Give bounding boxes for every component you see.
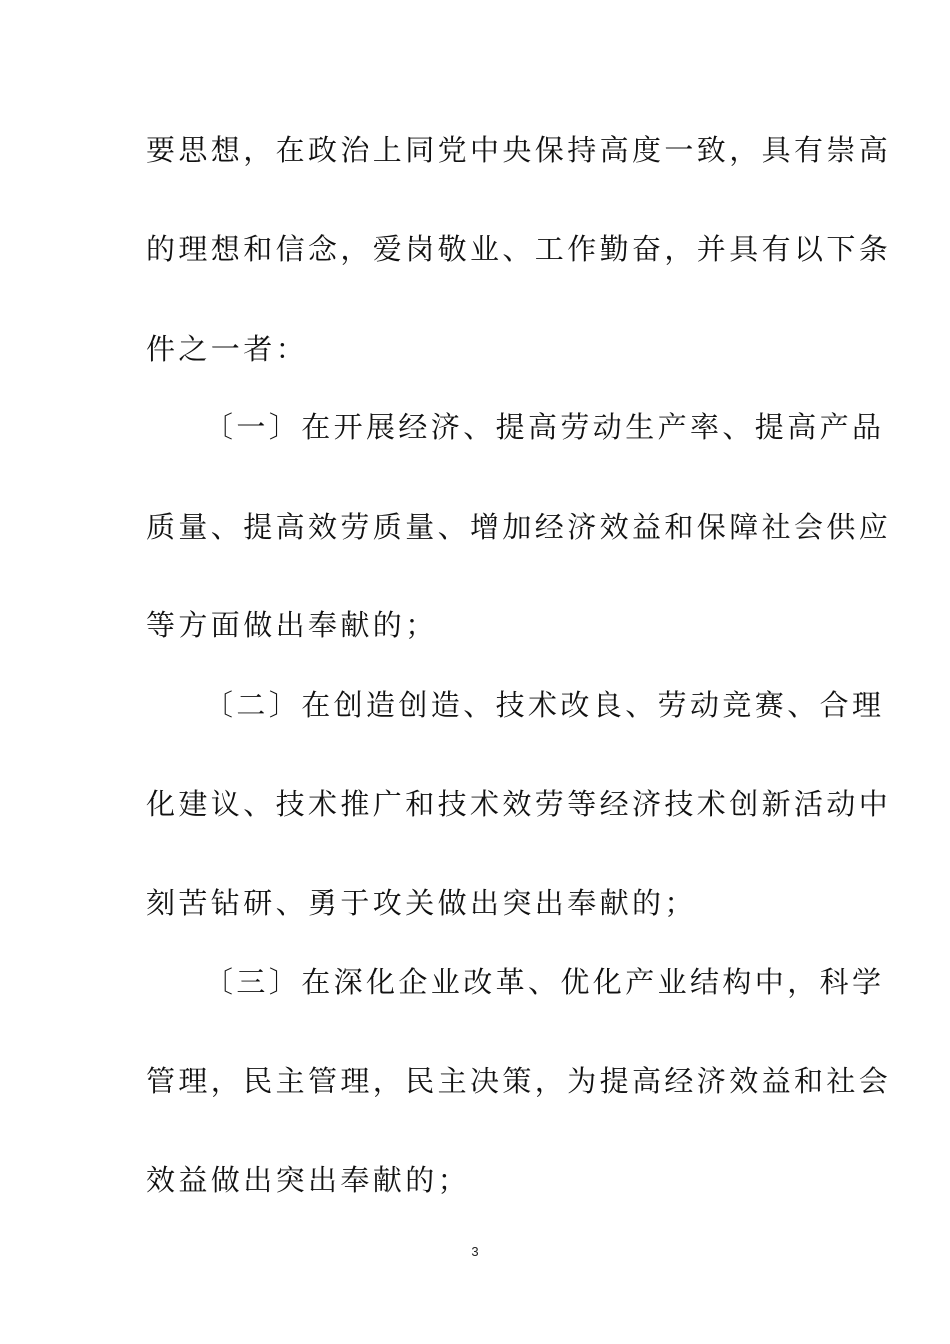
page-number: 3 — [471, 1244, 479, 1259]
text-line: 效益做出突出奉献的； — [146, 1163, 471, 1197]
text-line: 等方面做出奉献的； — [146, 608, 438, 642]
text-line: 管理，民主管理，民主决策，为提高经济效益和社会 — [146, 1064, 892, 1098]
text-line: 刻苦钻研、勇于攻关做出突出奉献的； — [146, 886, 697, 920]
text-line: 件之一者： — [146, 332, 309, 366]
text-line: 的理想和信念，爱岗敬业、工作勤奋，并具有以下条 — [146, 232, 892, 266]
text-line: 化建议、技术推广和技术效劳等经济技术创新活动中 — [146, 787, 892, 821]
text-line: 要思想，在政治上同党中央保持高度一致，具有崇高 — [146, 133, 892, 167]
text-line: 〔三〕在深化企业改革、优化产业结构中，科学 — [204, 965, 885, 999]
text-line: 〔二〕在创造创造、技术改良、劳动竞赛、合理 — [204, 688, 885, 722]
text-line: 质量、提高效劳质量、增加经济效益和保障社会供应 — [146, 510, 892, 544]
text-line: 〔一〕在开展经济、提高劳动生产率、提高产品 — [204, 410, 885, 444]
